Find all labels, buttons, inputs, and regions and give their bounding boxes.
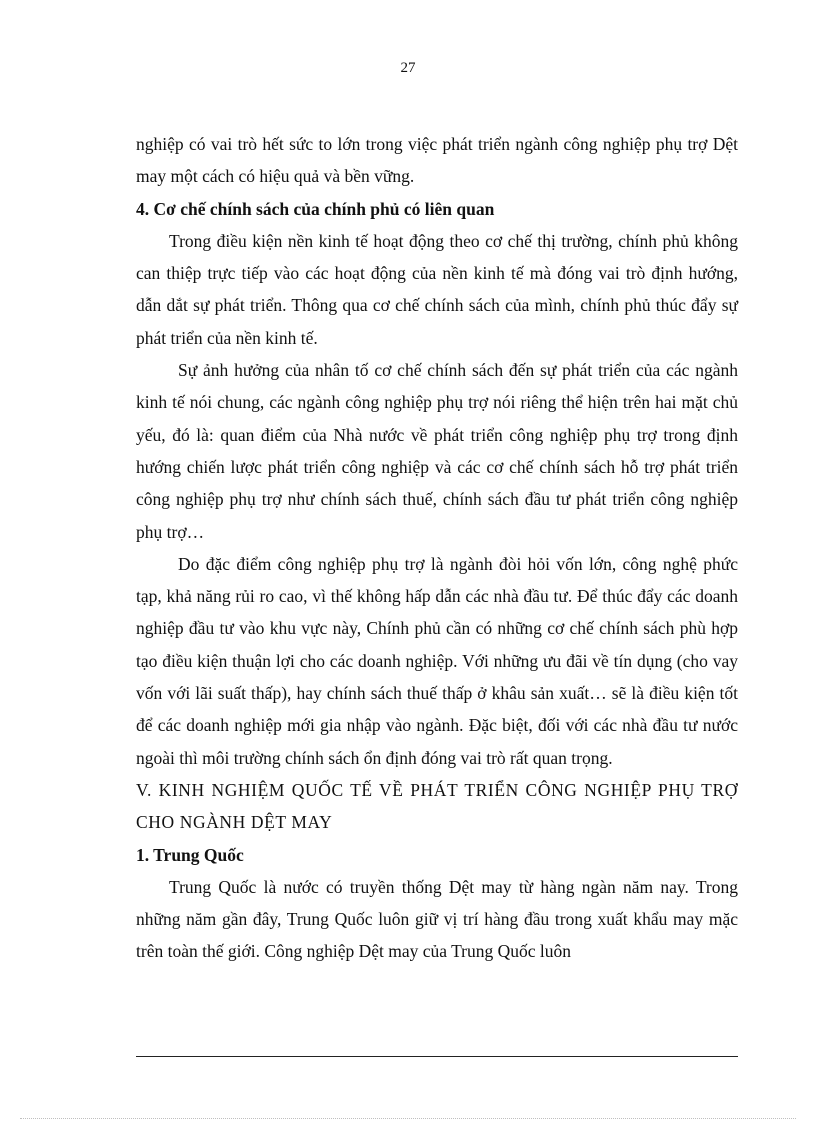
paragraph-china: Trung Quốc là nước có truyền thống Dệt may từ hàng ngàn năm nay. Trong những năm gần đây, Trung Quốc luôn giữ vị trí hàng đầu trong xuất khẩu may mặc trên toàn thế giới. Công nghiệp Dệt may của Trung Quốc luôn [136,876,738,962]
paragraph-government-role: Trong điều kiện nền kinh tế hoạt động theo cơ chế thị trường, chính phủ không can thiệp trực tiếp vào các hoạt động của nền kinh tế mà đóng vai trò định hướng, dẫn dắt sự phát triển. Thông qua cơ chế chính sách của mình, chính phủ thúc đẩy sự phát triển của nền kinh tế. [136,230,738,348]
paragraph-policy-influence: Sự ảnh hưởng của nhân tố cơ chế chính sách đến sự phát triển của các ngành kinh tế nói chung, các ngành công nghiệp phụ trợ nói riêng thể hiện trên hai mặt chủ yếu, đó là: quan điểm của Nhà nước về phát triển công nghiệp phụ trợ trong định hướng chiến lược phát triển công nghiệp và các cơ chế chính sách hỗ trợ phát triển công nghiệp phụ trợ như chính sách thuế, chính sách đầu tư phát triển công nghiệp phụ trợ… [136,360,738,542]
paragraph-continuation: nghiệp có vai trò hết sức to lớn trong việc phát triển ngành công nghiệp phụ trợ Dệt may một cách có hiệu quả và bền vững. [136,134,738,187]
heading-policy-mechanism: 4. Cơ chế chính sách của chính phủ có liên quan [136,198,495,219]
document-body [136,128,738,968]
page-number: 27 [400,60,416,76]
page-bottom-border [20,1118,796,1119]
section-heading-international-experience: V. KINH NGHIỆM QUỐC TẾ VỀ PHÁT TRIỂN CÔNG NGHIỆP PHỤ TRỢ CHO NGÀNH DỆT MAY [136,779,738,833]
footer-rule [136,1056,738,1057]
heading-china: 1. Trung Quốc [136,844,244,865]
paragraph-investment-conditions: Do đặc điểm công nghiệp phụ trợ là ngành đòi hỏi vốn lớn, công nghệ phức tạp, khả năng rủi ro cao, vì thế không hấp dẫn các nhà đầu tư. Để thúc đẩy các doanh nghiệp đầu tư vào khu vực này, Chính phủ cần có những cơ chế chính sách phù hợp tạo điều kiện thuận lợi cho các doanh nghiệp. Với những ưu đãi về tín dụng (cho vay vốn với lãi suất thấp), hay chính sách thuế thấp ở khâu sản xuất… sẽ là điều kiện tốt để các doanh nghiệp mới gia nhập vào ngành. Đặc biệt, đối với các nhà đầu tư nước ngoài thì môi trường chính sách ổn định đóng vai trò rất quan trọng. [136,553,738,768]
